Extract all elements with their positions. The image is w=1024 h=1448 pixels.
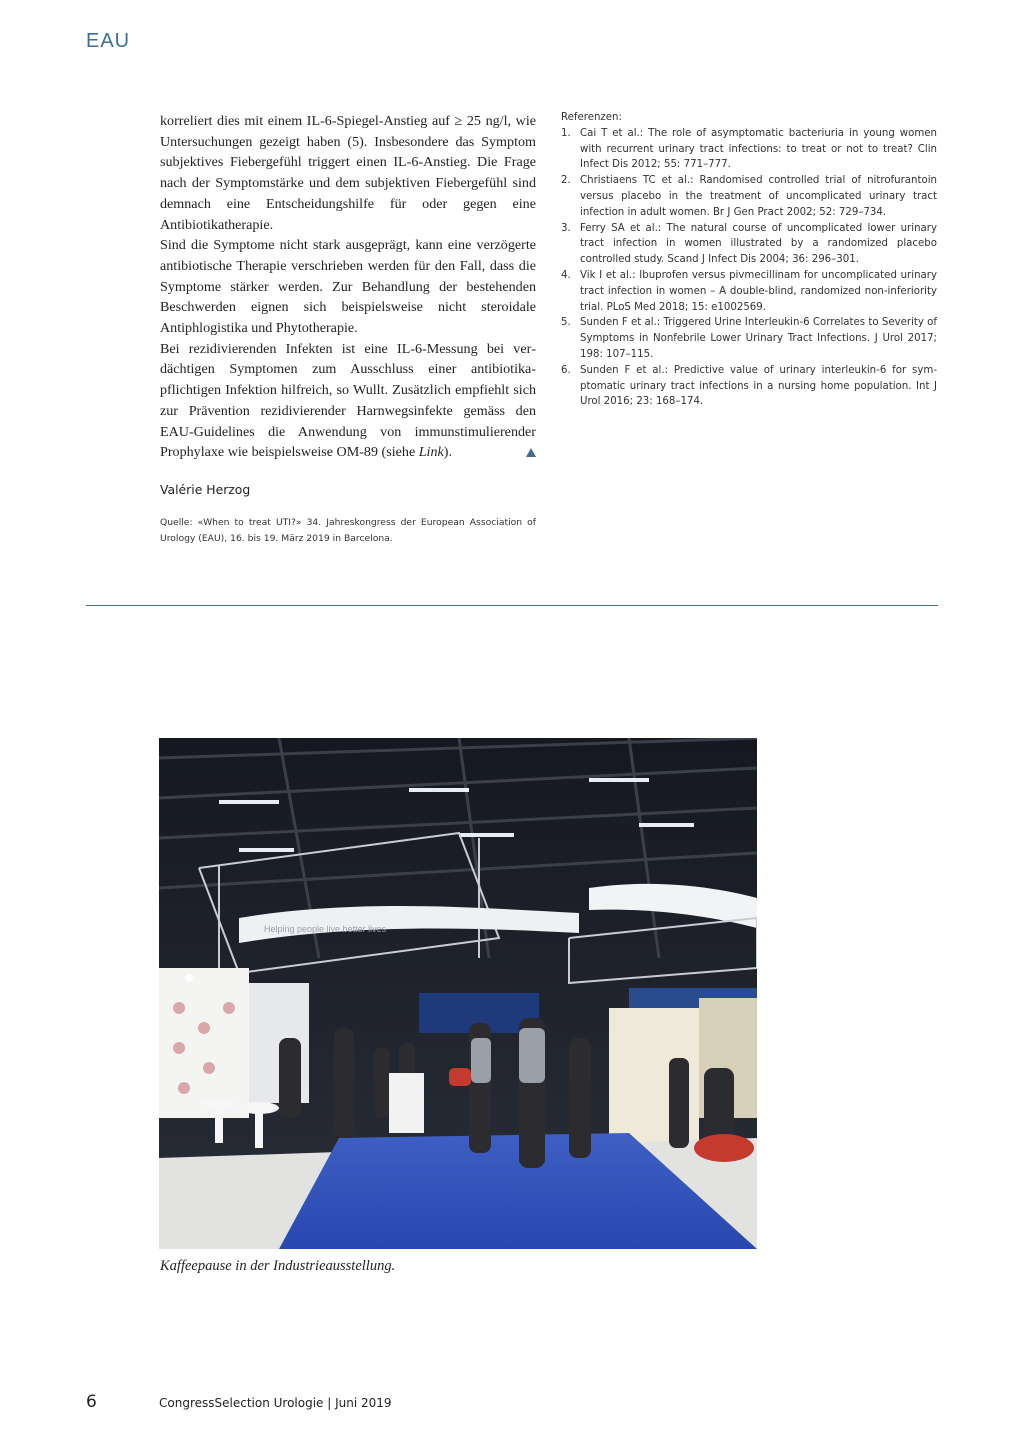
reference-text: Sunden F et al.: Triggered Urine Interleukin-6 Correlates to Severity of Symptoms in Nonfebrile Lower Urinary Tract Infections. J Urol 2017; 198: 107–115.	[580, 317, 937, 360]
references-section	[561, 110, 937, 410]
reference-text: Cai T et al.: The role of asymptomatic bacteriuria in young women with recurrent urinary tract infections: to treat or not to treat? Clin Infect Dis 2012; 55: 771–777.	[580, 127, 937, 171]
author-name: Valérie Herzog	[160, 482, 251, 497]
article-body	[160, 111, 536, 463]
paragraph-1: korreliert dies mit einem IL-6-Spiegel-Anstieg auf ≥ 25 ng/l, wie Untersuchungen gezeigt haben (5). Insbesondere das Symptom subjektives Fiebergefühl triggert einen IL-6-Anstieg. Die Frage nach der Symptomstärke und dem subjektiven Fiebergefühl sind demnach eine Entscheidungshilfe für oder gegen eine Antibiotikatherapie.	[160, 113, 536, 233]
banner-text: Helping people live better lives	[264, 924, 387, 934]
link-reference[interactable]: Link	[418, 444, 444, 461]
paragraph-2: Sind die Symptome nicht stark ausgeprägt, kann eine verzögerte antibiotische Therapie verschrieben werden für den Fall, dass die Symptome stärker werden. Zur Behandlung der bestehenden Beschwerden eignen sich beispielsweise nicht steroidale Antiphlogistika und Phytotherapie.	[160, 237, 536, 337]
reference-number: 1.	[561, 127, 571, 139]
reference-text: Vik I et al.: Ibuprofen versus pivmecillinam for uncomplicated urinary tract infection in women – A double-blind, randomized non-inferiority trial. PLoS Med 2018; 15: e1002569.	[580, 269, 937, 313]
reference-number: 5.	[561, 317, 571, 329]
section-divider	[86, 605, 938, 606]
reference-item	[561, 363, 937, 410]
end-of-article-triangle-icon	[526, 448, 536, 457]
paragraph-3-end: ).	[443, 444, 452, 461]
reference-item	[561, 268, 937, 315]
paragraph-3-text: Bei rezidivierenden Infekten ist eine IL-6-Messung bei verdächtigen Symptomen zum Ausschluss einer antibiotikapflichtigen Infektion hilfreich, so Wullt. Zusätzlich empfiehlt sich zur Prävention rezidivierender Harnwegsinfekte gemäss den EAU-Guidelines die Anwendung von immunstimulierender Prophylaxe wie beispielsweise OM-89 (siehe	[160, 340, 536, 461]
reference-text: Christiaens TC et al.: Randomised controlled trial of nitrofurantoin versus placebo in the treatment of uncomplicated urinary tract infection in adult women. Br J Gen Pract 2002; 52: 729–734.	[580, 175, 937, 218]
reference-text: Sunden F et al.: Predictive value of urinary interleukin-6 for symptomatic urinary tract infections in a nursing home population. Int J Urol 2016; 23: 168–174.	[580, 364, 937, 408]
reference-number: 2.	[561, 175, 571, 187]
reference-number: 4.	[561, 269, 571, 281]
page-number: 6	[86, 1392, 97, 1412]
reference-number: 6.	[561, 364, 571, 376]
source-note: Quelle: «When to treat UTI?» 34. Jahreskongress der European Association of Urology (EAU), 16. bis 19. März 2019 in Barcelona.	[160, 517, 536, 544]
reference-text: Ferry SA et al.: The natural course of uncomplicated lower urinary tract infection in women illustrated by a randomized placebo controlled study. Scand J Infect Dis 2004; 36: 296–301.	[580, 222, 937, 266]
references-title: Referenzen:	[561, 112, 622, 123]
paragraph-3	[160, 339, 536, 463]
reference-number: 3.	[561, 222, 571, 234]
reference-item	[561, 173, 937, 220]
footer-publication: CongressSelection Urologie | Juni 2019	[159, 1396, 392, 1410]
reference-item	[561, 126, 937, 173]
photo-caption: Kaffeepause in der Industrieausstellung.	[160, 1258, 396, 1274]
reference-item	[561, 221, 937, 268]
exhibition-hall-photo	[159, 738, 757, 1249]
reference-item	[561, 315, 937, 362]
section-tag: EAU	[86, 30, 131, 52]
references-list	[561, 126, 937, 410]
